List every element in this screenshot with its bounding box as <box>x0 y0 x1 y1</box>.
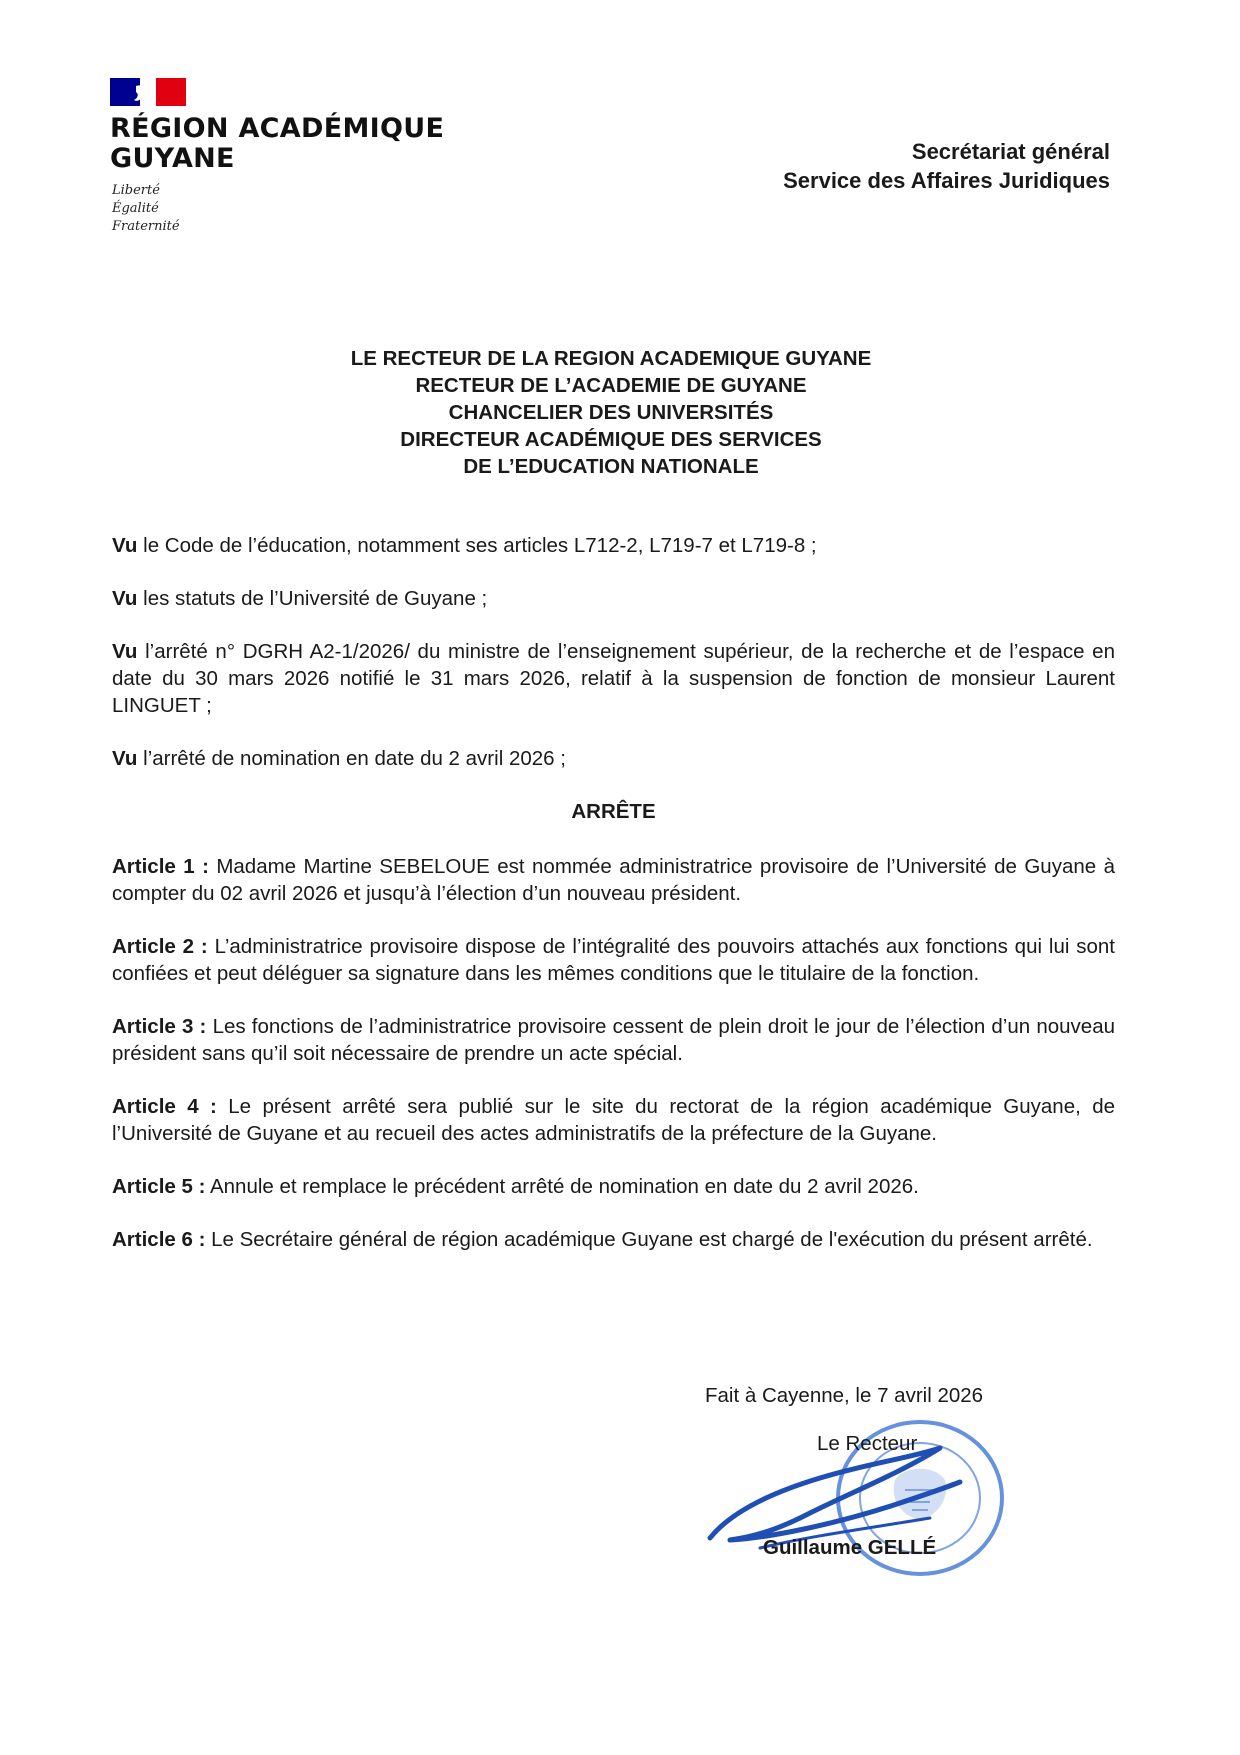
article <box>112 853 1115 907</box>
article-lead: Article 4 : <box>112 1095 217 1118</box>
article-lead: Article 2 : <box>112 935 208 958</box>
decision-heading: ARRÊTE <box>571 800 656 823</box>
article-text: Le Secrétaire général de région académique Guyane est chargé de l'exécution du présent arrêté. <box>205 1228 1093 1251</box>
title-line: DIRECTEUR ACADÉMIQUE DES SERVICES <box>400 428 822 451</box>
article <box>112 1093 1115 1147</box>
article-text: Les fonctions de l’administratrice provisoire cessent de plein droit le jour de l’élection d’un nouveau président sans qu’il soit nécessaire de prendre un acte spécial. <box>112 1015 1115 1065</box>
article-lead: Article 3 : <box>112 1015 207 1038</box>
republic-motto <box>112 182 180 236</box>
region-name <box>110 114 444 174</box>
motto-egalite: Égalité <box>112 201 159 216</box>
considerant <box>112 745 1115 772</box>
article <box>112 933 1115 987</box>
article <box>112 1173 1115 1200</box>
place-and-date: Fait à Cayenne, le 7 avril 2026 <box>705 1384 984 1407</box>
document-body <box>112 532 1115 1279</box>
service-line1: Secrétariat général <box>911 139 1110 164</box>
article-text: Le présent arrêté sera publié sur le site du rectorat de la région académique Guyane, de l’Université de Guyane et au recueil des actes administratifs de la préfecture de la Guyane. <box>112 1095 1115 1145</box>
considerant-lead: Vu <box>112 534 138 557</box>
article-text: Annule et remplace le précédent arrêté de nomination en date du 2 avril 2026. <box>205 1175 919 1198</box>
considerant <box>112 532 1115 559</box>
considerant <box>112 638 1115 719</box>
article <box>112 1226 1115 1253</box>
article-lead: Article 1 : <box>112 855 209 878</box>
region-name-line2: GUYANE <box>110 143 235 174</box>
considerant-text: les statuts de l’Université de Guyane ; <box>137 587 488 610</box>
motto-fraternite: Fraternité <box>112 219 180 234</box>
article-text: L’administratrice provisoire dispose de l’intégralité des pouvoirs attachés aux fonctions qui lui sont confiées et peut déléguer sa signature dans les mêmes conditions que le titulaire de la fonction. <box>112 935 1115 985</box>
title-line: LE RECTEUR DE LA REGION ACADEMIQUE GUYANE <box>350 347 872 370</box>
issuing-service <box>783 137 1110 195</box>
title-line: DE L’EDUCATION NATIONALE <box>463 455 759 478</box>
article <box>112 1013 1115 1067</box>
region-name-line1: RÉGION ACADÉMIQUE <box>110 113 445 144</box>
considerant-lead: Vu <box>112 587 138 610</box>
signatory-title: Le Recteur <box>817 1432 918 1455</box>
article-text: Madame Martine SEBELOUE est nommée administratrice provisoire de l’Université de Guyane à compter du 02 avril 2026 et jusqu’à l’élection d’un nouveau président. <box>112 855 1115 905</box>
title-line: CHANCELIER DES UNIVERSITÉS <box>448 401 774 424</box>
motto-liberte: Liberté <box>112 183 160 198</box>
title-line: RECTEUR DE L’ACADEMIE DE GUYANE <box>415 374 807 397</box>
considerant-text: l’arrêté n° DGRH A2-1/2026/ du ministre de l’enseignement supérieur, de la recherche et de l’espace en date du 30 mars 2026 notifié le 31 mars 2026, relatif à la suspension de fonction de monsieur Laurent LINGUET ; <box>112 640 1115 717</box>
considerant <box>112 585 1115 612</box>
article-lead: Article 5 : <box>112 1175 206 1198</box>
authority-titles <box>0 345 1222 480</box>
considerant-text: l’arrêté de nomination en date du 2 avril 2026 ; <box>137 747 566 770</box>
marianne-flag-icon <box>110 78 186 106</box>
considerant-lead: Vu <box>112 747 138 770</box>
considerant-lead: Vu <box>112 640 138 663</box>
article-lead: Article 6 : <box>112 1228 206 1251</box>
considerant-text: le Code de l’éducation, notamment ses articles L712-2, L719-7 et L719-8 ; <box>137 534 817 557</box>
service-line2: Service des Affaires Juridiques <box>783 168 1110 193</box>
signatory-name: Guillaume GELLÉ <box>763 1536 937 1559</box>
